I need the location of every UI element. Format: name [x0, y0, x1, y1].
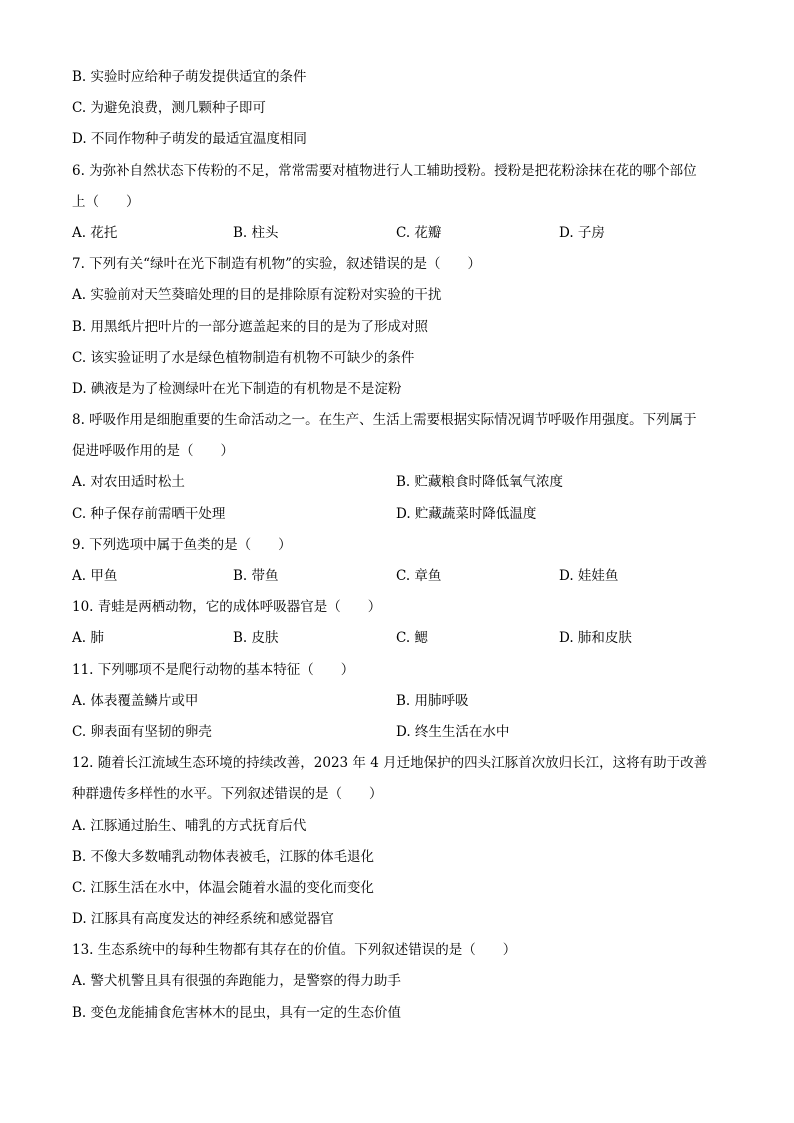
q13-option-b: B. 变色龙能捕食危害林木的昆虫，具有一定的生态价值 — [72, 1004, 402, 1021]
q8-options-row1 — [72, 467, 732, 498]
q8-option-b: B. 贮藏粮食时降低氧气浓度 — [396, 474, 564, 491]
q6-stem-line2: 上（ ） — [72, 193, 140, 210]
q5-option-b: B. 实验时应给种子萌发提供适宜的条件 — [72, 69, 307, 85]
q8-stem-line2: 促进呼吸作用的是（ ） — [72, 443, 234, 460]
q6-options — [72, 218, 732, 249]
q10-stem: 10. 青蛙是两栖动物，它的成体呼吸器官是（ ） — [72, 599, 382, 616]
q10-option-c: C. 鳃 — [396, 630, 428, 647]
q6-option-c: C. 花瓣 — [396, 224, 442, 241]
q9-option-a: A. 甲鱼 — [72, 568, 118, 584]
q9-options — [72, 561, 732, 592]
q12-stem-line2: 种群遗传多样性的水平。下列叙述错误的是（ ） — [72, 786, 383, 803]
q8-option-a: A. 对农田适时松土 — [72, 474, 185, 491]
q9-option-d: D. 娃娃鱼 — [559, 568, 619, 584]
q12-stem-line1: 12. 随着长江流域生态环境的持续改善，2023 年 4 月迁地保护的四头江豚首次放归长江，这将有助于改善 — [72, 755, 708, 772]
q13-option-a: A. 警犬机警且具有很强的奔跑能力，是警察的得力助手 — [72, 973, 401, 990]
q10-option-d: D. 肺和皮肤 — [559, 630, 632, 647]
q10-option-a: A. 肺 — [72, 630, 104, 647]
q6-option-d: D. 子房 — [559, 224, 605, 241]
q5-option-d: D. 不同作物种子萌发的最适宜温度相同 — [72, 131, 307, 148]
q8-stem-line1: 8. 呼吸作用是细胞重要的生命活动之一。在生产、生活上需要根据实际情况调节呼吸作用强度。下列属于 — [72, 412, 697, 429]
q10-option-b: B. 皮肤 — [233, 630, 279, 647]
q8-option-d: D. 贮藏蔬菜时降低温度 — [396, 505, 537, 522]
q7-option-a: A. 实验前对天竺葵暗处理的目的是排除原有淀粉对实验的干扰 — [72, 287, 442, 304]
q9-option-b: B. 带鱼 — [233, 568, 279, 584]
q12-option-b: B. 不像大多数哺乳动物体表被毛，江豚的体毛退化 — [72, 848, 375, 865]
q11-option-a: A. 体表覆盖鳞片或甲 — [72, 692, 199, 709]
q9-option-c: C. 章鱼 — [396, 568, 442, 584]
q7-stem: 7. 下列有关“绿叶在光下制造有机物”的实验，叙述错误的是（ ） — [72, 256, 481, 273]
q7-option-b: B. 用黑纸片把叶片的一部分遮盖起来的目的是为了形成对照 — [72, 318, 429, 335]
q6-option-b: B. 柱头 — [233, 224, 279, 241]
exam-page — [72, 62, 732, 1029]
q11-stem: 11. 下列哪项不是爬行动物的基本特征（ ） — [72, 661, 355, 678]
q7-option-c: C. 该实验证明了水是绿色植物制造有机物不可缺少的条件 — [72, 349, 415, 366]
q10-options — [72, 623, 732, 654]
q11-options-row2 — [72, 717, 732, 748]
q11-option-c: C. 卵表面有坚韧的卵壳 — [72, 723, 212, 740]
q8-options-row2 — [72, 499, 732, 530]
q12-option-d: D. 江豚具有高度发达的神经系统和感觉器官 — [72, 911, 334, 928]
q12-option-a: A. 江豚通过胎生、哺乳的方式抚育后代 — [72, 817, 307, 834]
q5-option-c: C. 为避免浪费，测几颗种子即可 — [72, 100, 266, 117]
q6-option-a: A. 花托 — [72, 224, 118, 241]
q11-options-row1 — [72, 686, 732, 717]
q11-option-b: B. 用肺呼吸 — [396, 692, 469, 709]
q7-option-d: D. 碘液是为了检测绿叶在光下制造的有机物是不是淀粉 — [72, 380, 402, 397]
q12-option-c: C. 江豚生活在水中，体温会随着水温的变化而变化 — [72, 879, 374, 896]
q9-stem: 9. 下列选项中属于鱼类的是（ ） — [72, 536, 292, 553]
q11-option-d: D. 终生生活在水中 — [396, 723, 510, 740]
q6-stem-line1: 6. 为弥补自然状态下传粉的不足，常常需要对植物进行人工辅助授粉。授粉是把花粉涂抹在花的哪个部位 — [72, 162, 697, 179]
q8-option-c: C. 种子保存前需晒干处理 — [72, 505, 226, 522]
q13-stem: 13. 生态系统中的每种生物都有其存在的价值。下列叙述错误的是（ ） — [72, 942, 517, 959]
